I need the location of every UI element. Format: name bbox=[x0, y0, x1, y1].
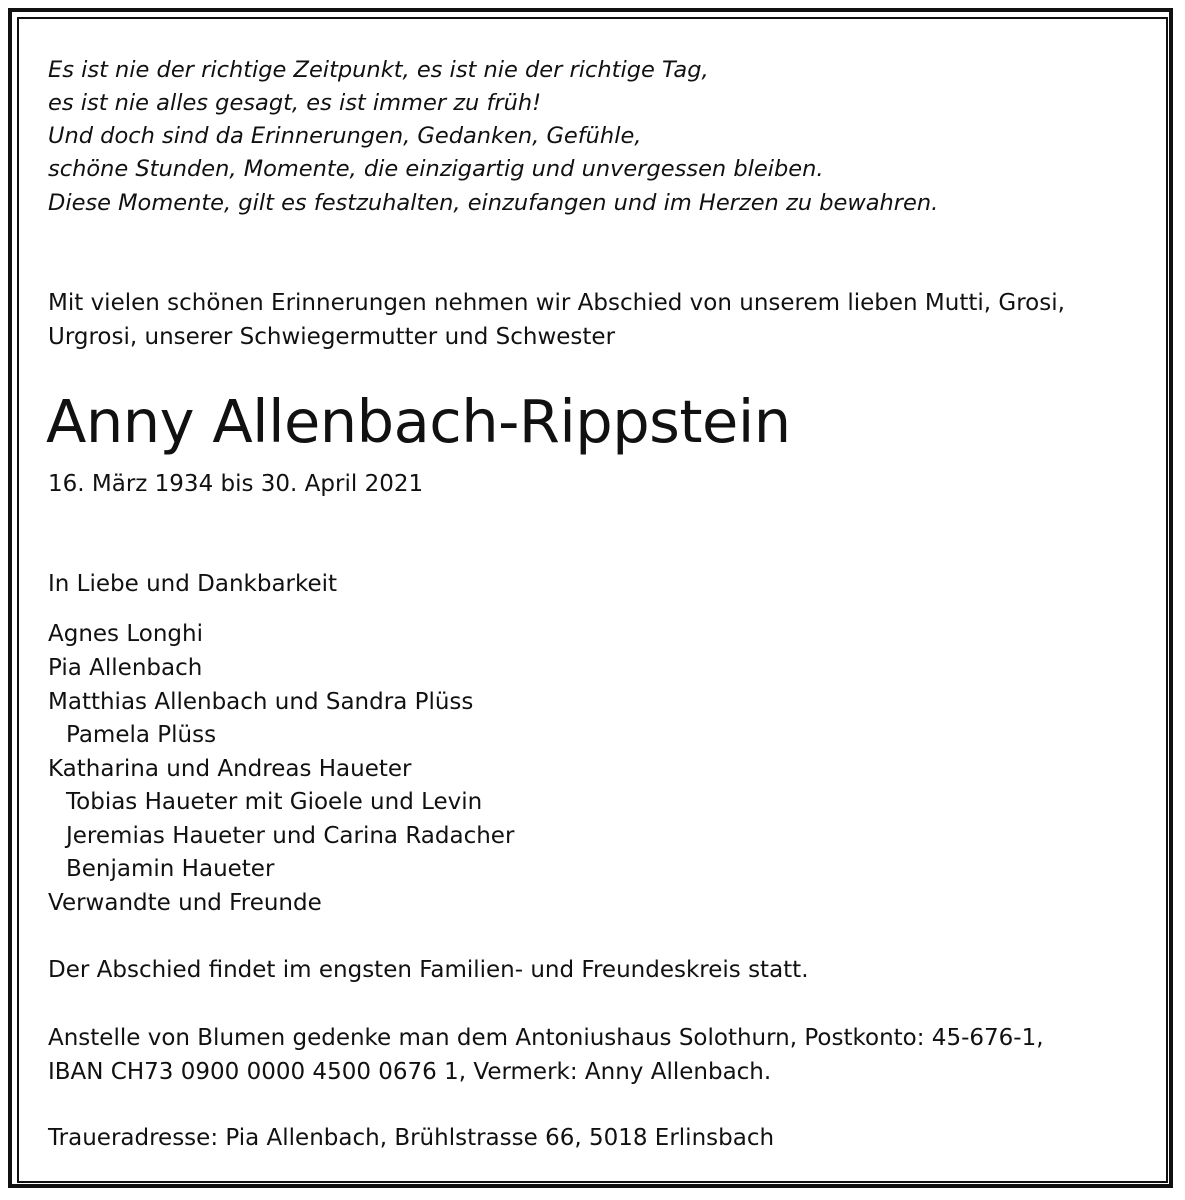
mourner-name: Pia Allenbach bbox=[48, 655, 203, 681]
mourner-name: Jeremias Haueter und Carina Radacher bbox=[66, 823, 515, 849]
mourner-name: Pamela Plüss bbox=[66, 722, 217, 748]
poem-line-3: Und doch sind da Erinnerungen, Gedanken, Gefühle, bbox=[48, 123, 642, 149]
deceased-name: Anny Allenbach-Rippstein bbox=[46, 387, 791, 456]
donation-line-1: Anstelle von Blumen gedenke man dem Antoniushaus Solothurn, Postkonto: 45-676-1, bbox=[48, 1025, 1044, 1051]
mourner-name: Tobias Haueter mit Gioele und Levin bbox=[66, 789, 483, 815]
intro-line-1: Mit vielen schönen Erinnerungen nehmen wir Abschied von unserem lieben Mutti, Grosi, bbox=[48, 290, 1065, 316]
poem-line-2: es ist nie alles gesagt, es ist immer zu früh! bbox=[48, 90, 542, 116]
mourner-name: Matthias Allenbach und Sandra Plüss bbox=[48, 689, 474, 715]
mourner-name: Verwandte und Freunde bbox=[48, 890, 322, 916]
farewell-note: Der Abschied findet im engsten Familien- und Freundeskreis statt. bbox=[48, 957, 809, 983]
mourner-name: Benjamin Haueter bbox=[66, 856, 275, 882]
poem-line-4: schöne Stunden, Momente, die einzigartig und unvergessen bleiben. bbox=[48, 156, 824, 182]
mourners-heading: In Liebe und Dankbarkeit bbox=[48, 571, 338, 597]
life-dates: 16. März 1934 bis 30. April 2021 bbox=[48, 471, 424, 497]
mourning-address: Traueradresse: Pia Allenbach, Brühlstrasse 66, 5018 Erlinsbach bbox=[48, 1125, 775, 1151]
mourner-name: Katharina und Andreas Haueter bbox=[48, 756, 412, 782]
donation-line-2: IBAN CH73 0900 0000 4500 0676 1, Vermerk: Anny Allenbach. bbox=[48, 1059, 772, 1085]
intro-line-2: Urgrosi, unserer Schwiegermutter und Schwester bbox=[48, 324, 616, 350]
poem-line-5: Diese Momente, gilt es festzuhalten, einzufangen und im Herzen zu bewahren. bbox=[48, 190, 939, 216]
poem-line-1: Es ist nie der richtige Zeitpunkt, es ist nie der richtige Tag, bbox=[48, 57, 709, 83]
mourner-name: Agnes Longhi bbox=[48, 621, 203, 647]
